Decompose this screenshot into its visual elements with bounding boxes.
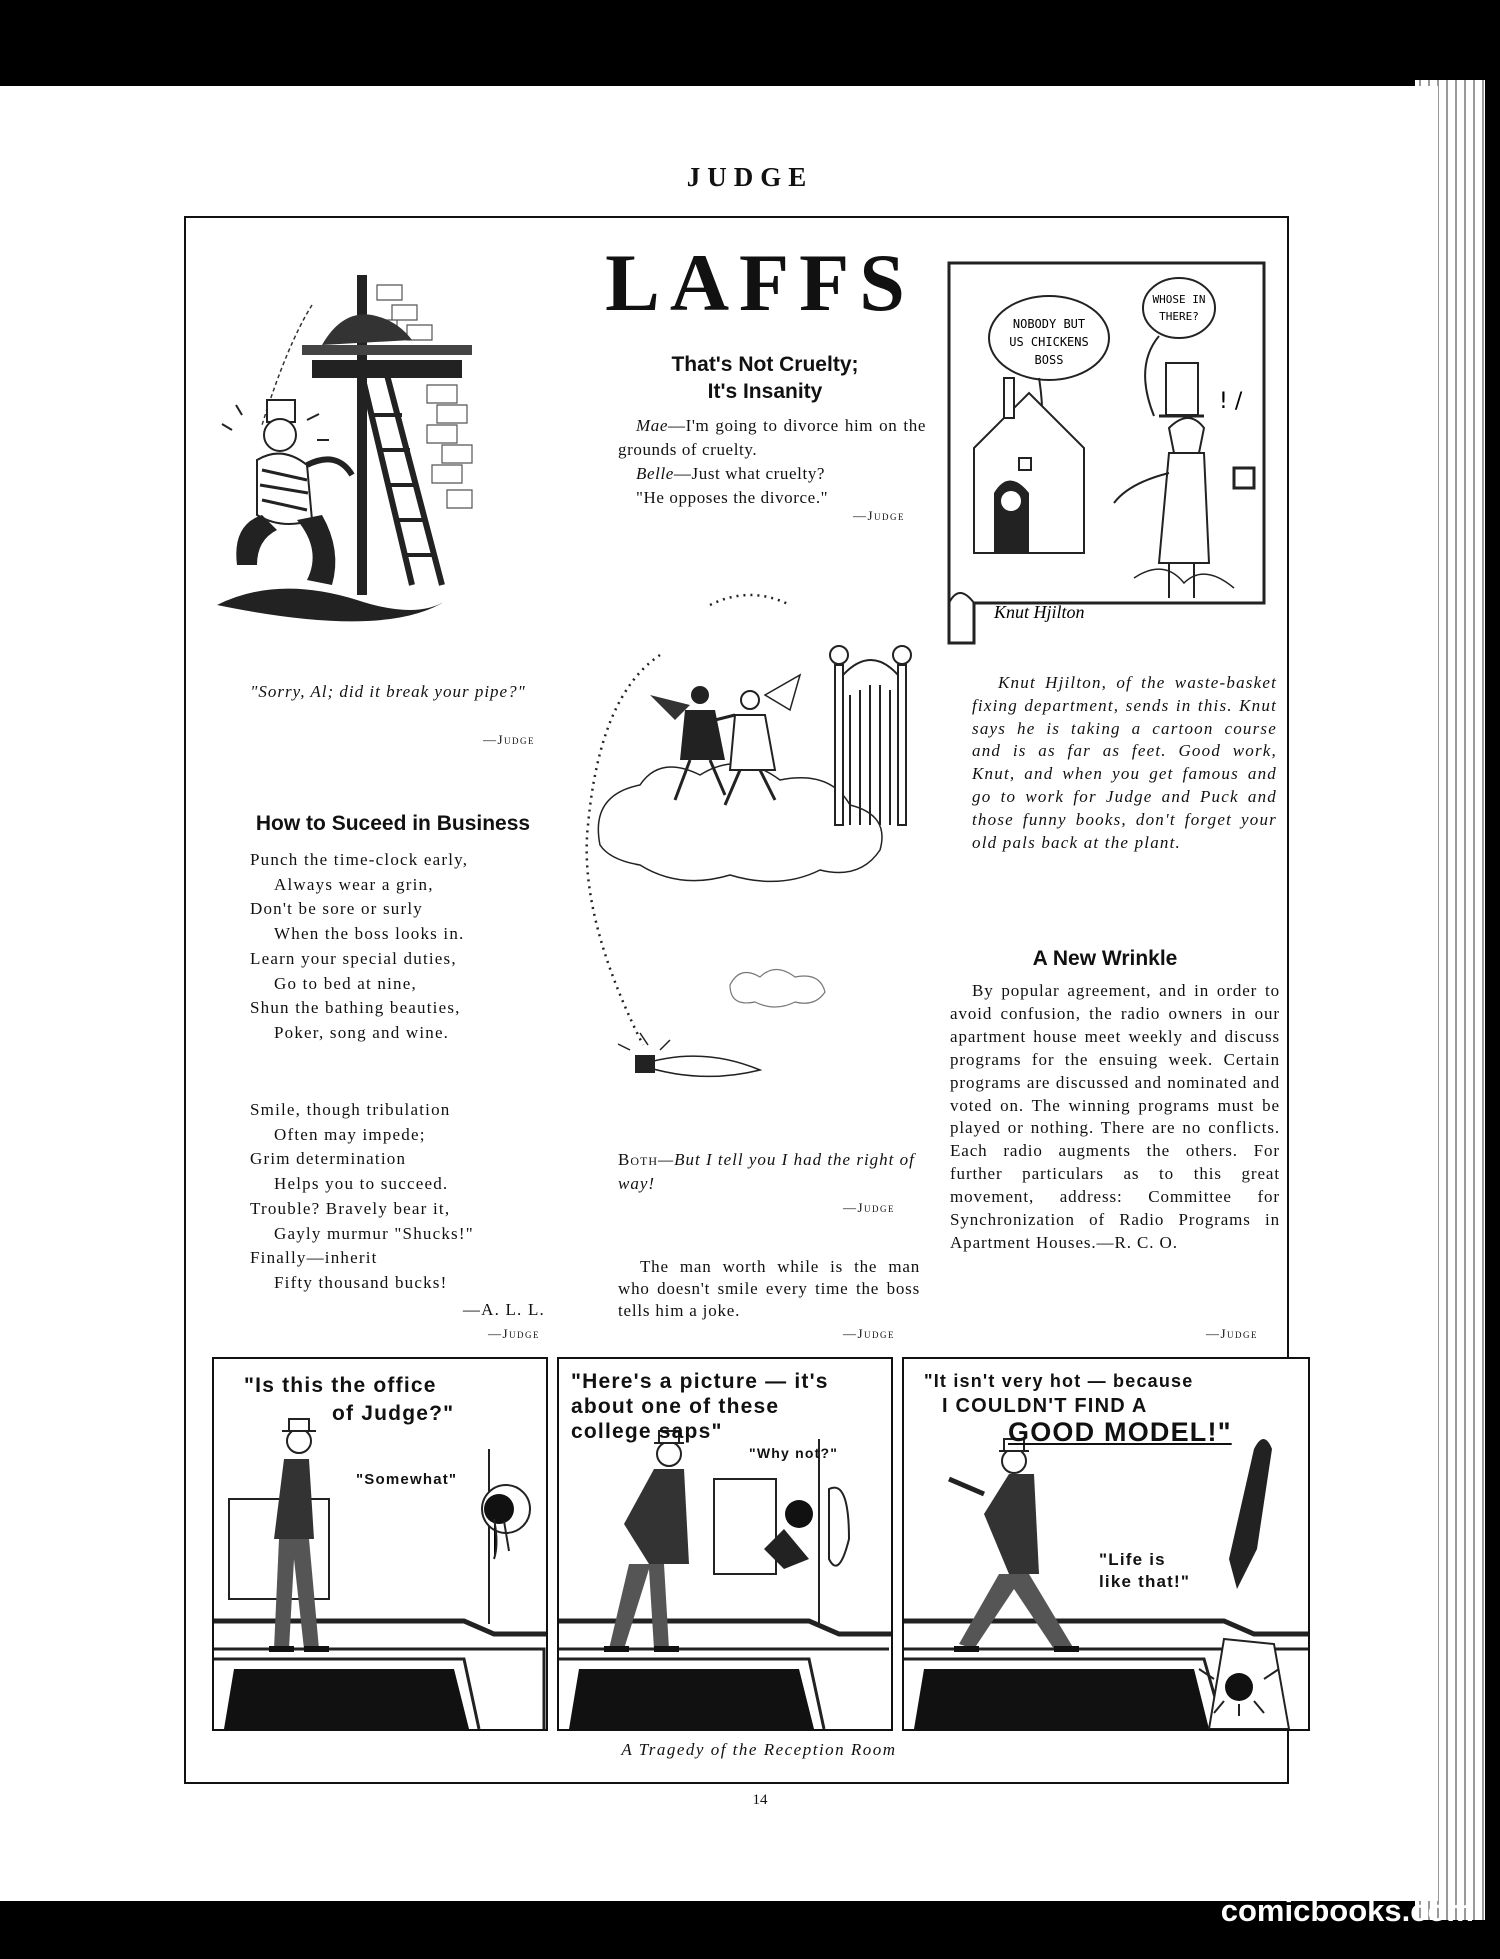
- bubble-text-right-2: THERE?: [1159, 310, 1199, 323]
- panel3-line1: "It isn't very hot — because: [924, 1371, 1194, 1391]
- panel3-reply-2: like that!": [1099, 1572, 1191, 1591]
- bubble-text-right-1: WHOSE IN: [1152, 293, 1206, 306]
- poem-line: Shun the bathing beauties,: [250, 998, 461, 1018]
- panel2-line3: college saps": [571, 1420, 723, 1443]
- watermark-text: comicbooks.com: [1220, 1893, 1474, 1928]
- strip-caption: A Tragedy of the Reception Room: [621, 1740, 897, 1759]
- business-credit: —Judge: [487, 1326, 540, 1341]
- strip-panel-3: [902, 1357, 1310, 1731]
- panel3-reply-1: "Life is: [1099, 1550, 1166, 1569]
- business-heading: How to Suceed in Business: [255, 812, 531, 835]
- poem-line: Smile, though tribulation: [250, 1100, 451, 1119]
- knut-cartoon: [944, 258, 1274, 653]
- poem-line: Helps you to succeed.: [274, 1174, 449, 1194]
- reply-line: "He opposes the divorce.": [636, 488, 829, 507]
- left-cartoon-caption: "Sorry, Al; did it break your pipe?": [250, 682, 526, 701]
- angels-cartoon: [580, 585, 940, 1115]
- bubble-text-left-1: NOBODY BUT: [1012, 317, 1086, 331]
- cruelty-text: [618, 414, 926, 510]
- knut-caption: Knut Hjilton, of the waste-basket fixing department, sends in this. Knut says he is taking a cartoon course and is as far as feet. Good work, Knut, and when you get famous and go to work for Judge and Puck and those funny books, don't forget your old pals back at the plant.: [972, 673, 1277, 852]
- panel2-line1: "Here's a picture — it's: [571, 1370, 829, 1393]
- strip-panel-2: [557, 1357, 893, 1731]
- poem-line: When the boss looks in.: [274, 924, 465, 944]
- belle-line: —Just what cruelty?: [673, 464, 826, 483]
- panel1-reply: "Somewhat": [356, 1471, 458, 1488]
- bubble-text-left-3: BOSS: [1034, 353, 1064, 367]
- angels-credit: —Judge: [842, 1200, 895, 1215]
- panel3-line3: GOOD MODEL!": [1008, 1417, 1232, 1447]
- poem-line: Fifty thousand bucks!: [274, 1272, 448, 1292]
- cruelty-heading-1: That's Not Cruelty;: [671, 353, 859, 376]
- poem-line: Often may impede;: [274, 1124, 426, 1144]
- page-title: LAFFS: [605, 237, 915, 328]
- poem-line: Go to bed at nine,: [274, 973, 417, 993]
- poem-line: Learn your special duties,: [250, 948, 457, 968]
- speaker-belle: Belle: [636, 464, 674, 483]
- business-stanza-2: [250, 1098, 474, 1296]
- poem-line: Poker, song and wine.: [274, 1022, 450, 1042]
- knut-signature: Knut Hjilton: [994, 602, 1085, 622]
- mae-line: —I'm going to divorce him on the grounds of cruelty.: [618, 416, 926, 459]
- masthead: JUDGE: [686, 162, 814, 192]
- angels-line: —But I tell you I had the right of way!: [618, 1150, 915, 1193]
- poem-line: Trouble? Bravely bear it,: [250, 1198, 451, 1218]
- worthwhile-text: The man worth while is the man who doesn't smile every time the boss tells him a joke.: [618, 1257, 920, 1320]
- panel2-line2: about one of these: [571, 1395, 780, 1418]
- poem-line: Always wear a grin,: [274, 874, 434, 894]
- previous-page-edge: [0, 86, 61, 1901]
- panel1-line2: of Judge?": [332, 1402, 455, 1425]
- left-cartoon-credit: —Judge: [482, 732, 535, 747]
- poem-line: Finally—inherit: [250, 1248, 378, 1268]
- construction-cartoon: [212, 245, 567, 655]
- speaker-mae: Mae: [636, 416, 669, 435]
- bubble-text-left-2: US CHICKENS: [1009, 335, 1089, 349]
- wrinkle-heading: A New Wrinkle: [1032, 947, 1178, 970]
- speaker-both: Both: [618, 1150, 659, 1169]
- cruelty-credit: —Judge: [852, 508, 905, 523]
- wrinkle-text: By popular agreement, and in order to avoid confusion, the radio owners in our apartment house meet weekly and discuss programs for the ensuing week. Certain programs are discussed and nominated and voted on. The winning programs must be played or nothing. There are no conflicts. Each radio augments the others. For further particulars as to this great movement, address: Committee for Synchronization of Radio Programs in Apartment Houses.—R. C. O.: [950, 981, 1280, 1252]
- poem-line: Gayly murmur "Shucks!": [274, 1223, 474, 1243]
- angels-caption: [618, 1148, 920, 1196]
- cruelty-heading-2: It's Insanity: [707, 380, 823, 403]
- panel3-line2: I COULDN'T FIND A: [942, 1395, 1148, 1417]
- svg-text:! /: ! /: [1219, 389, 1243, 414]
- business-signature: —A. L. L.: [462, 1300, 545, 1319]
- worthwhile-credit: —Judge: [842, 1326, 895, 1341]
- wrinkle-credit: —Judge: [1205, 1326, 1258, 1341]
- business-stanza-1: [250, 848, 468, 1046]
- page-number: 14: [752, 1792, 768, 1808]
- poem-line: Don't be sore or surly: [250, 899, 423, 919]
- strip-panel-1: [212, 1357, 548, 1731]
- poem-line: Punch the time-clock early,: [250, 850, 469, 869]
- panel1-line1: "Is this the office: [244, 1374, 437, 1397]
- panel2-reply: "Why not?": [749, 1445, 839, 1461]
- poem-line: Grim determination: [250, 1149, 407, 1169]
